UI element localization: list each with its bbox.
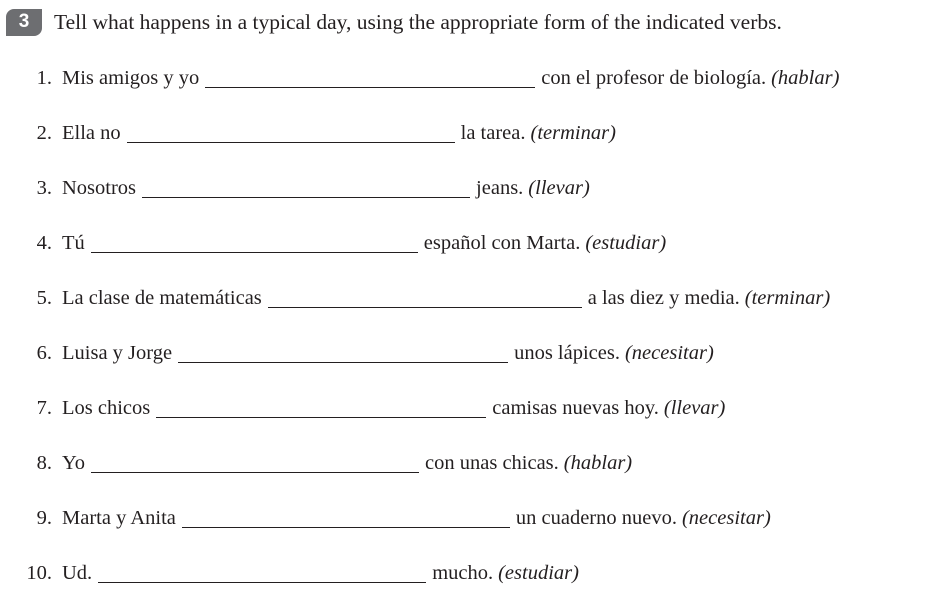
answer-blank-1[interactable]: [205, 69, 535, 88]
item-number: 4.: [36, 231, 52, 254]
item-continuation: español con Marta.: [423, 231, 581, 254]
item-number: 2.: [36, 121, 52, 144]
item-continuation: mucho.: [432, 561, 494, 584]
item-number: 3.: [36, 176, 52, 199]
item-verb: (hablar): [771, 66, 840, 89]
item-number: 9.: [36, 506, 52, 529]
item-continuation: jeans.: [476, 176, 524, 199]
answer-blank-8[interactable]: [91, 454, 419, 473]
item-prompt: Tú: [62, 231, 85, 254]
exercise-header: [6, 6, 782, 38]
item-verb: (necesitar): [624, 341, 714, 364]
exercise-item-7: [0, 388, 725, 418]
item-continuation: con unas chicas.: [425, 451, 559, 474]
answer-blank-9[interactable]: [182, 509, 510, 528]
exercise-item-5: [0, 278, 830, 308]
item-continuation: la tarea.: [460, 121, 526, 144]
item-continuation: camisas nuevas hoy.: [492, 396, 659, 419]
item-continuation: a las diez y media.: [587, 286, 740, 309]
item-continuation: un cuaderno nuevo.: [515, 506, 677, 529]
item-verb: (estudiar): [585, 231, 667, 254]
item-prompt: Luisa y Jorge: [62, 341, 173, 364]
answer-blank-7[interactable]: [156, 399, 486, 418]
item-verb: (llevar): [528, 176, 590, 199]
exercise-item-9: [0, 498, 771, 528]
exercise-item-4: [0, 223, 666, 253]
item-prompt: Yo: [62, 451, 86, 474]
item-continuation: con el profesor de biología.: [541, 66, 767, 89]
exercise-number-badge: 3: [6, 9, 42, 36]
item-prompt: Los chicos: [62, 396, 151, 419]
item-prompt: La clase de matemáticas: [62, 286, 262, 309]
exercise-item-10: [0, 553, 579, 583]
answer-blank-4[interactable]: [91, 234, 418, 253]
answer-blank-2[interactable]: [127, 124, 455, 143]
item-verb: (terminar): [530, 121, 616, 144]
item-continuation: unos lápices.: [514, 341, 620, 364]
item-verb: (estudiar): [498, 561, 579, 584]
exercise-instructions: Tell what happens in a typical day, using the appropriate form of the indicated verbs.: [54, 9, 782, 34]
answer-blank-5[interactable]: [268, 289, 582, 308]
answer-blank-3[interactable]: [142, 179, 470, 198]
exercise-item-8: [0, 443, 632, 473]
exercise-item-3: [0, 168, 590, 198]
item-number: 1.: [36, 66, 52, 89]
item-verb: (llevar): [663, 396, 726, 419]
item-verb: (necesitar): [681, 506, 771, 529]
item-number: 5.: [36, 286, 52, 309]
item-verb: (hablar): [563, 451, 633, 474]
answer-blank-6[interactable]: [178, 344, 508, 363]
answer-blank-10[interactable]: [98, 564, 426, 583]
item-prompt: Marta y Anita: [62, 506, 176, 529]
exercise-item-2: [0, 113, 616, 143]
exercise-item-1: [0, 58, 839, 88]
item-prompt: Ud.: [62, 561, 93, 584]
item-prompt: Mis amigos y yo: [62, 66, 200, 89]
item-verb: (terminar): [744, 286, 831, 309]
item-prompt: Nosotros: [62, 176, 137, 199]
exercise-item-6: [0, 333, 714, 363]
item-number: 10.: [26, 561, 52, 584]
item-number: 6.: [36, 341, 52, 364]
item-prompt: Ella no: [62, 121, 121, 144]
item-number: 8.: [36, 451, 52, 474]
item-number: 7.: [36, 396, 52, 419]
